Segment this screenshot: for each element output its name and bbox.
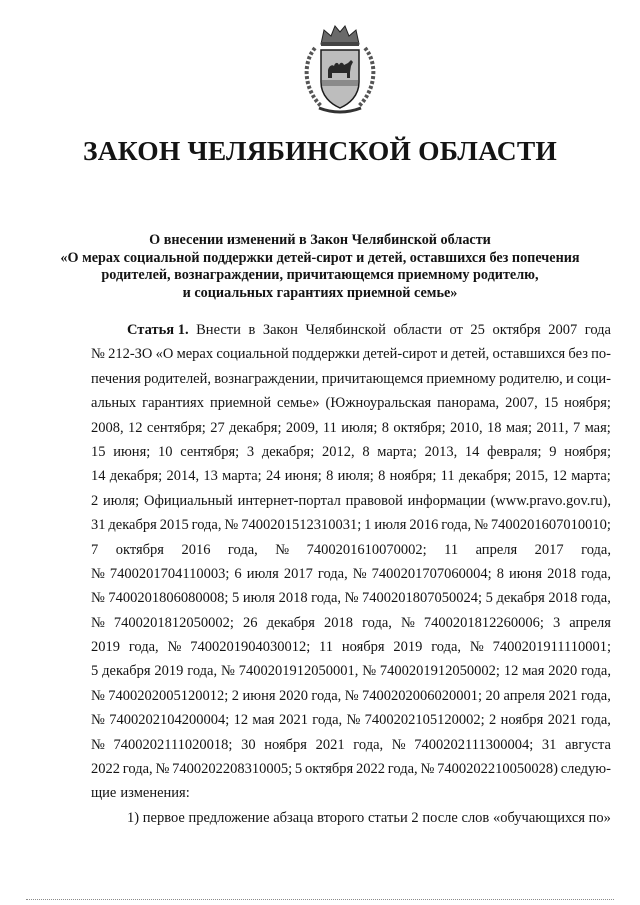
body-word: 2013, — [424, 443, 458, 460]
body-word: причитающемся — [321, 370, 424, 387]
body-word: декабря; — [261, 443, 315, 460]
body-word: 7400202210050028) — [437, 761, 558, 778]
body-word: сентября; — [180, 443, 240, 460]
body-word: 2022 — [355, 761, 385, 778]
body-word: 7400201812050002; — [113, 614, 234, 631]
body-word: декабря; — [458, 468, 512, 485]
body-word: 2 — [489, 712, 497, 729]
body-word: 7400202006020001; — [362, 687, 483, 704]
body-text-line — [91, 464, 611, 488]
body-word: абзаца — [273, 809, 314, 826]
page-bottom-rule — [26, 899, 614, 901]
body-word: второго — [317, 809, 365, 826]
body-text-line — [91, 489, 611, 513]
body-word: года, — [431, 639, 462, 656]
body-word: № — [224, 517, 239, 534]
body-word: ноября — [500, 712, 544, 729]
body-word: 14 — [91, 468, 106, 485]
body-word: правовой — [345, 492, 403, 509]
body-word: № — [91, 736, 105, 753]
body-word: (www.pravo.gov.ru), — [490, 492, 611, 509]
body-word: 11 — [440, 468, 455, 485]
body-word: 7400201812260006; — [423, 614, 544, 631]
body-word: июля — [242, 590, 275, 607]
body-word: изменения: — [120, 785, 190, 802]
body-word: 2019 — [91, 639, 120, 656]
body-word: 2011, — [536, 419, 569, 436]
body-word: № — [474, 517, 488, 534]
body-word: приемной — [209, 395, 272, 412]
body-text-line — [91, 538, 611, 562]
body-text-line — [91, 342, 611, 366]
body-word: 31 — [91, 517, 106, 534]
body-word: года, — [311, 687, 342, 704]
body-word: ноября — [264, 736, 307, 753]
body-word: мая — [522, 663, 545, 680]
body-word: 7400202208310005; — [172, 761, 293, 778]
body-word: 2017 — [283, 565, 313, 582]
body-word: 2018 — [324, 614, 353, 631]
subject-line: «О мерах социальной поддержки детей-сирот и детей, оставшихся без попечения — [60, 249, 580, 266]
body-text-line — [91, 586, 611, 610]
subject-line: О внесении изменений в Закон Челябинской области — [149, 232, 491, 248]
body-word: 2018 — [548, 590, 578, 607]
body-word: апреля — [503, 687, 546, 704]
body-word: 7400201610070002; — [306, 541, 427, 558]
body-word: декабря — [108, 517, 157, 534]
body-word: 31 — [541, 736, 557, 753]
body-word: 1) — [127, 809, 140, 826]
body-text-line — [91, 635, 611, 659]
body-text-line — [91, 440, 611, 464]
body-word: 7400201707060004; — [371, 565, 492, 582]
body-word: в — [248, 322, 256, 338]
body-word: оставшихся — [492, 346, 566, 363]
body-word: № — [91, 712, 105, 729]
body-word: 7400201807050024; — [362, 590, 483, 607]
body-word: № — [91, 687, 105, 704]
body-word: семье» — [277, 395, 320, 412]
body-word: 2 — [411, 809, 419, 826]
body-word: декабря; — [229, 419, 282, 436]
body-word: № — [362, 663, 377, 680]
body-word: 8 — [378, 468, 386, 485]
body-word: 5 — [294, 761, 303, 778]
body-word: 2 — [231, 687, 240, 704]
body-word: родителей, — [143, 370, 212, 387]
body-word: после — [422, 809, 458, 826]
body-word: октября — [492, 322, 541, 338]
body-word: июля — [246, 565, 279, 582]
body-word: 5 — [91, 663, 99, 680]
body-word: 2009, — [285, 419, 319, 436]
body-word: 9 — [549, 443, 557, 460]
body-word: Внести — [196, 322, 241, 338]
body-word: 18 — [487, 419, 502, 436]
body-text-line — [91, 708, 611, 732]
body-word: марта; — [222, 468, 262, 485]
body-word: и — [565, 370, 574, 387]
body-word: апреля — [475, 541, 518, 558]
body-text-line — [91, 733, 611, 757]
body-word: 7400201912050001, — [238, 663, 359, 680]
body-word: первое — [142, 809, 185, 826]
body-text-line — [91, 416, 611, 440]
body-word: 8 — [362, 443, 370, 460]
body-word: августа — [565, 736, 611, 753]
body-word: мая; — [505, 419, 533, 436]
body-word: 2019 — [154, 663, 184, 680]
body-word: 5 — [232, 590, 240, 607]
body-word: социальной — [216, 346, 289, 363]
body-text-line — [91, 684, 611, 708]
body-word: апреля — [569, 614, 611, 631]
body-word: вознаграждении, — [214, 370, 319, 387]
body-word: панорама, — [437, 395, 500, 412]
body-word: октября — [304, 761, 354, 778]
body-word: 7400202111300004; — [414, 736, 534, 753]
body-word: 8 — [381, 419, 389, 436]
body-word: 2017 — [534, 541, 564, 558]
body-text-line — [91, 318, 611, 342]
body-word: года, — [580, 590, 611, 607]
body-word: марта; — [571, 468, 611, 485]
body-word: 12 — [503, 663, 519, 680]
body-word: 2021 — [315, 736, 345, 753]
body-word: № — [91, 565, 105, 582]
body-word: марта; — [377, 443, 417, 460]
body-word: 7 — [91, 541, 99, 558]
body-word: октября; — [393, 419, 446, 436]
body-word: поддержки — [291, 346, 360, 363]
body-word: альных — [91, 395, 137, 412]
body-word: 2021 — [548, 687, 578, 704]
body-word: 2020 — [548, 663, 578, 680]
body-word: 7400201912050002; — [379, 663, 500, 680]
body-word: 27 — [210, 419, 225, 436]
body-word: года, — [581, 712, 611, 729]
body-word: июля; — [337, 468, 374, 485]
body-word: июня; — [284, 468, 322, 485]
body-word: июля; — [103, 492, 140, 509]
body-word: следую- — [560, 761, 611, 778]
body-word: интернет-портал — [237, 492, 341, 509]
body-word: 2019 — [393, 639, 423, 656]
body-word: детей-сирот — [363, 346, 438, 363]
body-word: 8 — [496, 565, 504, 582]
body-word: № — [352, 565, 367, 582]
body-word: 2014, — [166, 468, 200, 485]
body-word: года, — [187, 663, 218, 680]
body-word: 30 — [241, 736, 256, 753]
body-word: статьи — [367, 809, 408, 826]
body-word: щие — [91, 785, 117, 802]
body-word: года, — [311, 590, 342, 607]
body-word: от — [449, 322, 463, 338]
body-word: № — [420, 761, 435, 778]
body-word: 2 — [91, 492, 99, 509]
law-subject — [60, 232, 580, 302]
body-word: № — [469, 639, 484, 656]
body-word: 2016 — [181, 541, 211, 558]
body-word: 7400201904030012; — [190, 639, 311, 656]
body-word: № — [167, 639, 182, 656]
body-word: года — [584, 322, 611, 338]
body-word: 12 — [128, 419, 143, 436]
chelyabinsk-coat-of-arms-icon — [299, 22, 381, 118]
body-word: гарантиях — [142, 395, 204, 412]
body-word: года, — [122, 761, 153, 778]
body-word: 1 — [364, 517, 372, 534]
body-word: 15 — [543, 395, 559, 412]
body-text-line — [91, 659, 611, 683]
body-word: года, — [312, 712, 343, 729]
body-word: № — [91, 614, 105, 631]
body-word: года, — [227, 541, 258, 558]
body-word: июля — [374, 517, 407, 534]
body-word: года, — [581, 565, 611, 582]
body-word: 2018 — [547, 565, 577, 582]
body-word: (Южноуральская — [325, 395, 432, 412]
body-word: Официальный — [143, 492, 233, 509]
body-word: по» — [588, 809, 611, 826]
body-word: по- — [591, 346, 611, 363]
body-word: 7400202111020018; — [113, 736, 233, 753]
body-word: года, — [191, 517, 222, 534]
body-word: года, — [441, 517, 472, 534]
body-word: года, — [581, 663, 611, 680]
body-word: 2007 — [548, 322, 578, 338]
body-word: Закон — [262, 322, 298, 338]
body-text-line — [91, 611, 611, 635]
article-1-body — [91, 318, 611, 830]
body-word: 2021 — [547, 712, 577, 729]
body-word: ноября — [341, 639, 385, 656]
body-word: 12 — [233, 712, 249, 729]
body-word: 212-ЗО — [108, 346, 153, 363]
body-word: 2008, — [91, 419, 124, 436]
body-word: 26 — [243, 614, 258, 631]
body-word: декабря; — [109, 468, 163, 485]
body-word: № — [346, 712, 361, 729]
body-word: 7400202105120002; — [364, 712, 485, 729]
body-word: 2016 — [409, 517, 439, 534]
body-word: 7400202104200004; — [109, 712, 230, 729]
body-word: 7400201607010010; — [490, 517, 611, 534]
body-word: 11 — [322, 419, 337, 436]
body-word: года, — [317, 565, 348, 582]
body-word: № — [400, 614, 415, 631]
body-word: 15 — [91, 443, 106, 460]
body-word: № — [220, 663, 235, 680]
body-word: Челябинской — [305, 322, 386, 338]
body-word: 2007, — [505, 395, 538, 412]
body-word: 20 — [485, 687, 501, 704]
body-word: 6 — [234, 565, 242, 582]
body-word: мая — [252, 712, 275, 729]
body-word: ноября; — [389, 468, 437, 485]
body-word: № — [91, 346, 105, 363]
body-word: № — [344, 687, 359, 704]
body-word: ноября; — [564, 395, 611, 412]
body-word: июня — [242, 687, 276, 704]
body-word: 25 — [470, 322, 485, 338]
body-word: 2015, — [515, 468, 549, 485]
body-word: декабря — [102, 663, 151, 680]
body-word: 2010, — [450, 419, 483, 436]
body-word: 7400202005120012; — [108, 687, 229, 704]
body-word: 8 — [326, 468, 334, 485]
body-word: 2012, — [321, 443, 355, 460]
body-word: 10 — [158, 443, 173, 460]
body-word: 5 — [485, 590, 493, 607]
body-text-line — [91, 781, 611, 805]
body-word: 2020 — [278, 687, 308, 704]
body-word: № — [91, 590, 105, 607]
body-word: сентября; — [146, 419, 206, 436]
body-text-line — [91, 367, 611, 391]
body-word: мая; — [584, 419, 611, 436]
body-text-line — [91, 806, 611, 830]
body-word: «обучающихся — [492, 809, 585, 826]
body-word: «О — [155, 346, 174, 363]
body-word: 7400201512310031; — [241, 517, 362, 534]
body-word: 7400201704110003; — [109, 565, 230, 582]
body-word: года, — [387, 761, 418, 778]
body-word: года, — [581, 541, 611, 558]
body-word: декабря — [266, 614, 315, 631]
body-word: № — [391, 736, 406, 753]
body-word: 2015 — [159, 517, 189, 534]
body-word: 14 — [464, 443, 480, 460]
body-word: октября — [115, 541, 164, 558]
body-word: 12 — [552, 468, 567, 485]
body-word: года, — [362, 614, 392, 631]
body-word: 3 — [246, 443, 255, 460]
body-word: 2021 — [278, 712, 308, 729]
body-word: без — [568, 346, 588, 363]
body-word: 13 — [203, 468, 218, 485]
body-word: ноября; — [564, 443, 611, 460]
body-word: 7 — [572, 419, 581, 436]
body-word: и — [440, 346, 449, 363]
body-word: 3 — [552, 614, 561, 631]
law-title: ЗАКОН ЧЕЛЯБИНСКОЙ ОБЛАСТИ — [83, 135, 557, 166]
body-word: 2022 — [91, 761, 120, 778]
body-word: Статья 1. — [127, 322, 189, 338]
body-word: года, — [128, 639, 159, 656]
body-word: 7400201806080008; — [108, 590, 229, 607]
body-word: июня — [509, 565, 543, 582]
body-word: приемному — [426, 370, 496, 387]
body-text-line — [91, 513, 611, 537]
subject-line: родителей, вознаграждении, причитающемся приемному родителю, — [101, 267, 539, 284]
body-word: слов — [461, 809, 490, 826]
body-word: соци- — [576, 370, 611, 387]
body-word: февраля; — [487, 443, 542, 460]
body-word: детей, — [451, 346, 490, 363]
body-word: мерах — [176, 346, 214, 363]
body-word: № — [344, 590, 359, 607]
body-word: июня; — [113, 443, 151, 460]
body-text-line — [91, 391, 611, 415]
body-word: печения — [91, 370, 141, 387]
body-word: года, — [580, 687, 611, 704]
body-word: родителю, — [499, 370, 563, 387]
body-word: 11 — [444, 541, 459, 558]
subject-line: и социальных гарантиях приемной семье» — [182, 284, 458, 301]
body-word: 24 — [266, 468, 281, 485]
body-word: области — [393, 322, 442, 338]
body-word: года, — [353, 736, 384, 753]
body-word: 2018 — [278, 590, 308, 607]
body-word: № — [155, 761, 170, 778]
body-word: № — [275, 541, 290, 558]
body-word: июля; — [341, 419, 378, 436]
body-word: 7400201911110001; — [492, 639, 611, 656]
body-text-line — [91, 757, 611, 781]
body-word: декабря — [496, 590, 545, 607]
body-word: предложение — [188, 809, 270, 826]
body-word: 11 — [319, 639, 334, 656]
body-word: информации — [407, 492, 486, 509]
body-text-line — [91, 562, 611, 586]
